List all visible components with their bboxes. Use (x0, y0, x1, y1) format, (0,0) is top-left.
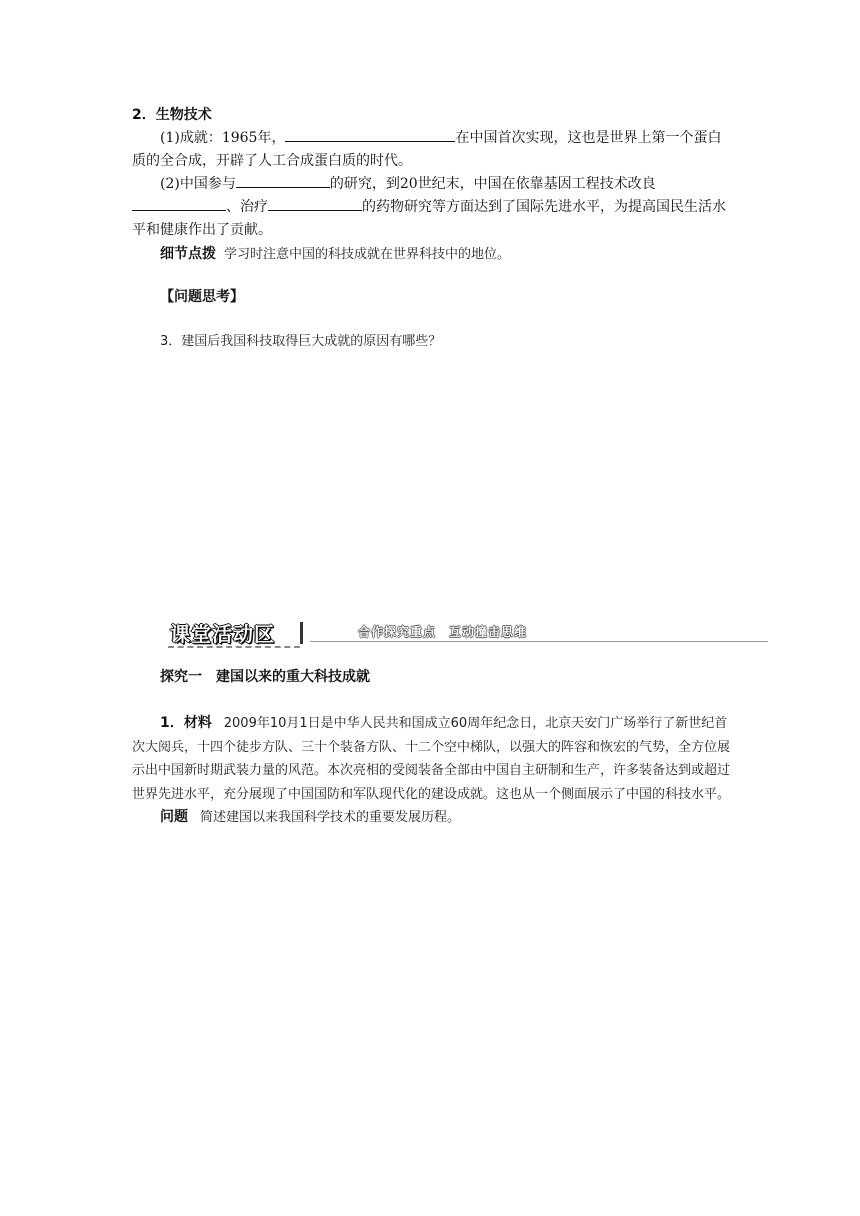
material-text: 2009年10月1日是中华人民共和国成立60周年纪念日，北京天安门广场举行了新世纪首次大阅兵，十四个徒步方队、三十个装备方队、十二个空中梯队，以强大的阵容和恢宏的气势，全方位展示出中国新时期武装力量的风范。本次亮相的受阅装备全部由中国自主研制和生产，许多装备达到或超过世界先进水平，充分展现了中国国防和军队现代化的建设成就。这也从一个侧面展示了中国的科技水平。 (132, 716, 731, 802)
fill-in-blank[interactable] (132, 196, 226, 211)
biotech-item-1 (132, 127, 730, 173)
banner-divider (300, 622, 303, 644)
banner-title: 课堂活动区 (170, 622, 275, 646)
fill-in-blank[interactable] (285, 127, 455, 142)
biotech-item-2 (132, 173, 730, 242)
detail-tip (132, 243, 730, 266)
banner-subtitle-box (310, 623, 768, 642)
banner-subtitle: 合作探究重点 互动撞击思维 (358, 625, 528, 639)
material-paragraph (132, 712, 730, 806)
question-paragraph (132, 806, 730, 830)
biotech-item-2-mid: 的研究，到20世纪末，中国在依靠基因工程技术改良 (329, 176, 656, 192)
material-label: 1．材料 (160, 715, 212, 731)
banner-dashed-rule (168, 646, 300, 648)
biotech-item-1-rest: 在中国首次实现，这也是世界上第一个蛋白质的全合成，开辟了人工合成蛋白质的时代。 (132, 130, 722, 169)
section-banner (160, 616, 770, 650)
biotech-heading: 2．生物技术 (132, 107, 212, 123)
detail-tip-text: 学习时注意中国的科技成就在世界科技中的地位。 (224, 247, 511, 262)
explore-1-heading-block (132, 666, 730, 689)
detail-tip-label: 细节点拨 (160, 246, 216, 262)
explore-1-heading: 探究一 建国以来的重大科技成就 (160, 669, 370, 685)
question-section (132, 286, 730, 309)
biotech-section (132, 104, 730, 266)
biotech-item-1-lead: (1)成就：1965年， (160, 130, 286, 146)
banner-title-box (160, 616, 306, 646)
biotech-item-2-lead: (2)中国参与 (160, 176, 236, 192)
fill-in-blank[interactable] (236, 173, 330, 188)
question-heading: 【问题思考】 (160, 289, 244, 305)
biotech-item-2-rest: 的药物研究等方面达到了国际先进水平，为提高国民生活水平和健康作出了贡献。 (132, 199, 726, 238)
fill-in-blank[interactable] (268, 196, 362, 211)
explore-1-material (132, 712, 730, 830)
biotech-item-2-mid2: 、治疗 (226, 199, 268, 215)
question-3-block (132, 330, 730, 353)
question-3: 3．建国后我国科技取得巨大成就的原因有哪些？ (160, 334, 442, 349)
question-label: 问题 (160, 809, 188, 825)
question-text: 简述建国以来我国科学技术的重要发展历程。 (200, 810, 461, 825)
